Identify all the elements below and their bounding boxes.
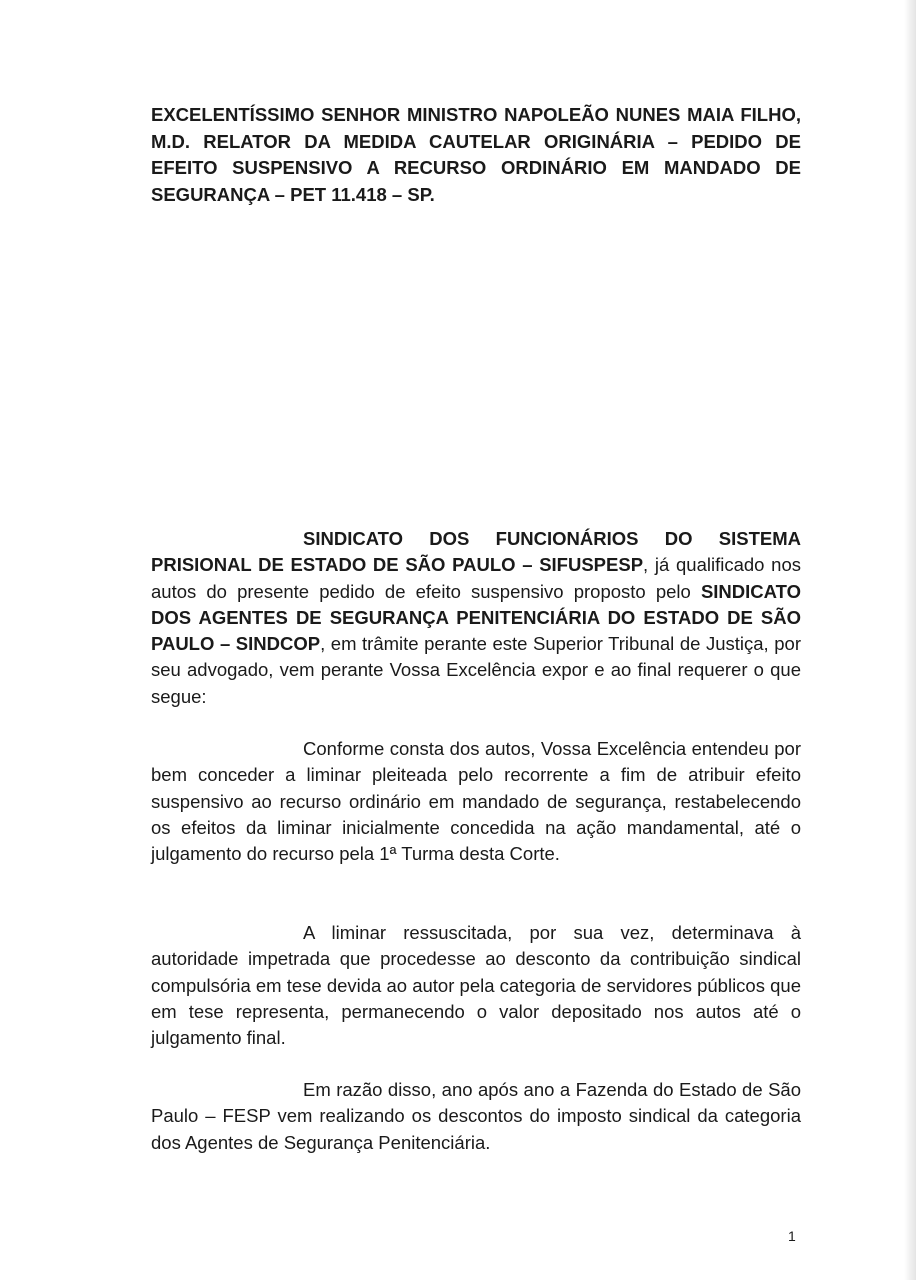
- paragraph-1-text-a: , já qualificado nos autos do presente pedido de efeito suspensivo proposto pelo: [151, 554, 801, 602]
- paragraph-3: [151, 920, 801, 1051]
- page-number: 1: [788, 1228, 796, 1244]
- document-heading-block: [151, 102, 801, 208]
- paragraph-2-text: Conforme consta dos autos, Vossa Excelência entendeu por bem conceder a liminar pleiteada pelo recorrente a fim de atribuir efeito suspensivo ao recurso ordinário em mandado de segurança, restabelecendo os efeitos da liminar inicialmente concedida na ação mandamental, até o julgamento do recurso pela 1ª Turma desta Corte.: [151, 738, 801, 865]
- paragraph-4: [151, 1077, 801, 1156]
- paragraph-1-text: [151, 526, 801, 710]
- paragraph-3-text: A liminar ressuscitada, por sua vez, determinava à autoridade impetrada que procedesse ao desconto da contribuição sindical compulsória em tese devida ao autor pela categoria de servidores públicos que em tese representa, permanecendo o valor depositado nos autos até o julgamento final.: [151, 922, 801, 1049]
- paragraph-2: [151, 736, 801, 867]
- paragraph-4-text: Em razão disso, ano após ano a Fazenda do Estado de São Paulo – FESP vem realizando os descontos do imposto sindical da categoria dos Agentes de Segurança Penitenciária.: [151, 1079, 801, 1153]
- paragraph-1: [151, 526, 801, 710]
- document-heading: EXCELENTÍSSIMO SENHOR MINISTRO NAPOLEÃO NUNES MAIA FILHO, M.D. RELATOR DA MEDIDA CAUTELAR ORIGINÁRIA – PEDIDO DE EFEITO SUSPENSIVO A RECURSO ORDINÁRIO EM MANDADO DE SEGURANÇA – PET 11.418 – SP.: [151, 104, 801, 205]
- party-sifuspesp: SINDICATO DOS FUNCIONÁRIOS DO SISTEMA PRISIONAL DE ESTADO DE SÃO PAULO – SIFUSPESP: [151, 528, 801, 576]
- page-edge-shadow: [904, 0, 916, 1280]
- paragraph-1-text-b: , em trâmite perante este Superior Tribunal de Justiça, por seu advogado, vem perante Vossa Excelência expor e ao final requerer o que segue:: [151, 633, 801, 707]
- party-sindcop: SINDICATO DOS AGENTES DE SEGURANÇA PENITENCIÁRIA DO ESTADO DE SÃO PAULO – SINDCOP: [151, 580, 801, 655]
